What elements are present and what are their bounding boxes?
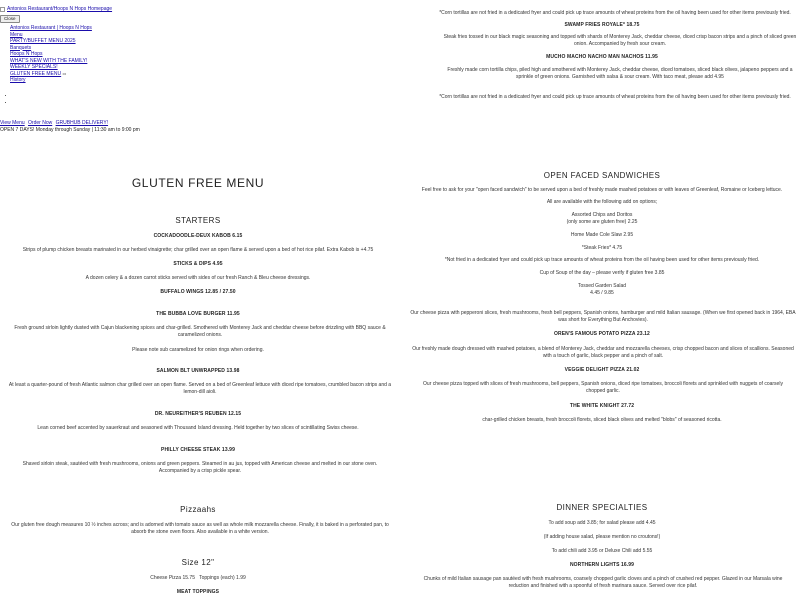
soup-option: Cup of Soup of the day – please verify if gluten free 3.85 xyxy=(539,270,665,276)
eba-pizza-desc: Our cheese pizza with pepperoni slices, fresh mushrooms, fresh bell peppers, Spanish onions, hamburger and mild Italian sausage. (When we first opened back in 1964, EBA was short for Everything But Anchovies). xyxy=(410,310,796,323)
order-now-link[interactable]: Order Now xyxy=(28,120,53,126)
kabob-desc: Strips of plump chicken breasts marinated in our herbed vinaigrette; char grilled over an open flame & served upon a bed of hot rice pilaf. Extra Kabob is +4.75 xyxy=(22,247,374,253)
corn-tortilla-note-2: *Corn tortillas are not fried in a dedicated fryer and could pick up trace amounts of wheat proteins from the oil having been used for other items previously fried. xyxy=(439,94,791,100)
size-title: Size 12" xyxy=(181,558,215,567)
nav-item-whats-new[interactable]: WHAT'S NEW WITH THE FAMILY! xyxy=(10,57,88,64)
chili-addon: To add chili add 3.95 or Deluxe Chili add 5.55 xyxy=(551,548,653,554)
starters-title: STARTERS xyxy=(175,216,221,225)
hours-text: OPEN 7 DAYS! Monday through Sunday | 11:30 am to 9:00 pm xyxy=(0,127,140,133)
sticks-dips-title: STICKS & DIPS 4.95 xyxy=(173,261,223,267)
homepage-link-row[interactable] xyxy=(0,6,130,13)
orens-pizza-title: OREN'S FAMOUS POTATO PIZZA 23.12 xyxy=(554,331,650,337)
nav-item-gluten-free[interactable]: GLUTEN FREE MENU xyxy=(10,70,62,77)
white-knight-desc: char-grilled chicken breasts, fresh broccoli florets, sliced black olives and melted "blobs" of seasoned ricotta. xyxy=(482,417,722,423)
list-item xyxy=(14,92,130,99)
dinner-title: DINNER SPECIALTIES xyxy=(556,503,648,512)
salad-price: 4.45 / 9.85 xyxy=(590,290,614,296)
nav-sublist xyxy=(0,77,130,84)
action-bar xyxy=(0,120,140,134)
nav-empty-bullets xyxy=(0,92,130,106)
site-link[interactable]: Antonios Restaurant | Hoops N Hops xyxy=(10,25,92,31)
soup-salad-addon: To add soup add 3.85; for salad please add 4.45 xyxy=(548,520,656,526)
pizzas-desc: Our gluten free dough measures 10 ½ inches across; and is adorned with tomato sauce as well as whole milk mozzarella cheese. Finally, it is baked in a perforated pan, to absorb the stone oven floors. Also available in a white version. xyxy=(11,522,389,535)
site-nav xyxy=(0,6,130,106)
nav-item-hoops-n-hops[interactable]: Hoops N Hops xyxy=(10,51,43,57)
nav-item-weekly-specials[interactable]: WEEKLY SPECIALS! xyxy=(10,64,58,70)
buffalo-wings-title: BUFFALO WINGS 12.85 / 27.50 xyxy=(160,289,236,295)
coleslaw-option: Home Made Cole Slaw 2.95 xyxy=(570,232,634,238)
corn-tortilla-note-1: *Corn tortillas are not fried in a dedicated fryer and could pick up trace amounts of wheat proteins from the oil having been used for other items previously fried. xyxy=(439,10,791,16)
pizza-prices xyxy=(0,575,396,582)
close-button[interactable]: Close xyxy=(0,15,20,24)
pizzas-title: Pizzaahs xyxy=(180,505,216,514)
veggie-pizza-desc: Our cheese pizza topped with slices of fresh mushrooms, bell peppers, Spanish onions, diced ripe tomatoes, broccoli florets and sprinkled with nuggets of coarsely chopped garlic. xyxy=(423,381,783,394)
white-knight-title: THE WHITE KNIGHT 27.72 xyxy=(569,403,635,409)
view-menu-link[interactable]: View Menu xyxy=(0,120,25,126)
steak-fries-option: *Steak Fries* 4.75 xyxy=(581,245,623,251)
nav-item-history[interactable]: History xyxy=(10,77,26,83)
reuben-title: DR. NEUREITHER'S REUBEN 12.15 xyxy=(154,411,242,417)
bubba-burger-title: THE BUBBA LOVE BURGER 11.95 xyxy=(156,311,240,317)
options-intro: All are available with the following add on options; xyxy=(546,199,658,205)
reuben-desc: Lean corned beef accented by sauerkraut and seasoned with Thousand Island dressing. Held together by two slices of scintillating Swiss cheese. xyxy=(37,425,359,431)
fries-note: *Not fried in a dedicated fryer and could pick up trace amounts of wheat proteins from the oil having been used for other items previously fried. xyxy=(444,257,760,263)
grubhub-link[interactable]: GRUBHUB DELIVERY! xyxy=(55,120,109,126)
menu-link[interactable]: Menu xyxy=(10,31,23,38)
dropdown-toggle-icon[interactable]: ▭ xyxy=(62,70,67,76)
bubba-burger-desc: Fresh ground sirloin lightly dusted with Cajun blackening spices and char-grilled. Smothered with Monterey Jack and cheddar cheese before drizzling with BBQ sauce & caramelized onions. xyxy=(14,325,386,338)
meat-toppings-title: MEAT TOPPINGS xyxy=(176,589,220,595)
nachos-desc: Freshly made corn tortilla chips, piled high and smothered with Monterey Jack, cheddar cheese, diced tomatoes, sliced black olives, jalapeno peppers and a sprinkle of green onions. Garnished with salsa & sour cream. With taco meat, please add 4.95 xyxy=(447,67,793,80)
kabob-title: COCKADOODLE-DEUX KABOB 6.15 xyxy=(153,233,243,239)
nav-item-party-buffet[interactable]: PARTY/BUFFET MENU 2025 xyxy=(10,38,76,44)
bubba-burger-note: Please note sub caramelized for onion rings when ordering. xyxy=(132,347,264,353)
swamp-fries-desc: Steak fries tossed in our black magic seasoning and topped with shards of Monterey Jack, cheddar cheese, diced crisp bacon strips and a pinch of sliced green onion. Accompanied by fresh sour cream. xyxy=(443,34,797,47)
list-item xyxy=(14,99,130,106)
nachos-title: MUCHO MACHO NACHO MAN NACHOS 11.95 xyxy=(546,54,658,60)
salad-crouton-note: (If adding house salad, please mention no croutons!) xyxy=(543,534,661,540)
sticks-dips-desc: A dozen celery & a dozen carrot sticks served with sides of our fresh Ranch & Bleu cheese dressings. xyxy=(85,275,311,281)
sandwiches-intro: Feel free to ask for your "open faced sandwich" to be served upon a bed of freshly made mashed potatoes or with leaves of Greenleaf, Romaine or Iceberg lettuce. xyxy=(421,187,783,193)
nav-item-banquets[interactable]: Banquets xyxy=(10,44,32,51)
salmon-blt-title: SALMON BLT UNWRAPPED 13.98 xyxy=(156,368,240,374)
northern-lights-desc: Chunks of mild Italian sausage pan sautéed with fresh mushrooms, coarsely chopped garlic cloves and a pinch of crushed red pepper. Glazed in our Marsala wine reduction and finished with a spoonful of fresh marinara sauce. Served over rice pilaf. xyxy=(423,576,783,589)
gluten-free-title: GLUTEN FREE MENU xyxy=(131,176,265,190)
philly-desc: Shaved sirloin steak, sautéed with fresh mushrooms, onions and green peppers. Steamed in au jus, topped with American cheese and melted in our stone oven. Accompanied by a crisp pickle spear. xyxy=(22,461,378,474)
homepage-link[interactable]: Antonios Restaurant/Hoops N Hops Homepage xyxy=(7,6,113,12)
toppings-price: Toppings (each) 1.99 xyxy=(199,575,246,581)
chips-note: (only some are gluten free) 2.25 xyxy=(566,219,638,225)
nav-list xyxy=(0,25,130,77)
salmon-blt-desc: At least a quarter-pound of fresh Atlantic salmon char grilled over an open flame. Served on a bed of Greenleaf lettuce with diced ripe tomatoes, crumbled bacon strips and a lemon-dill aioli. xyxy=(8,382,392,395)
veggie-pizza-title: VEGGIE DELIGHT PIZZA 21.02 xyxy=(564,367,640,373)
northern-lights-title: NORTHERN LIGHTS 16.99 xyxy=(569,562,635,568)
broken-image-icon xyxy=(0,7,5,12)
chips-option: Assorted Chips and Doritos xyxy=(571,212,633,218)
orens-pizza-desc: Our freshly made dough dressed with mashed potatoes, a blend of Monterey Jack, cheddar and mozzarella cheeses, crisp chopped bacon and slices of scallions. Seasoned with a touch of garlic, black pepper and a pinch of salt. xyxy=(412,346,794,359)
swamp-fries-title: SWAMP FRIES ROYALE* 18.75 xyxy=(564,22,640,28)
salad-option: Tossed Garden Salad xyxy=(577,283,627,289)
sandwiches-title: OPEN FACED SANDWICHES xyxy=(543,171,661,180)
cheese-pizza-price: Cheese Pizza 15.75 xyxy=(150,575,195,581)
philly-title: PHILLY CHEESE STEAK 13.99 xyxy=(161,447,235,453)
